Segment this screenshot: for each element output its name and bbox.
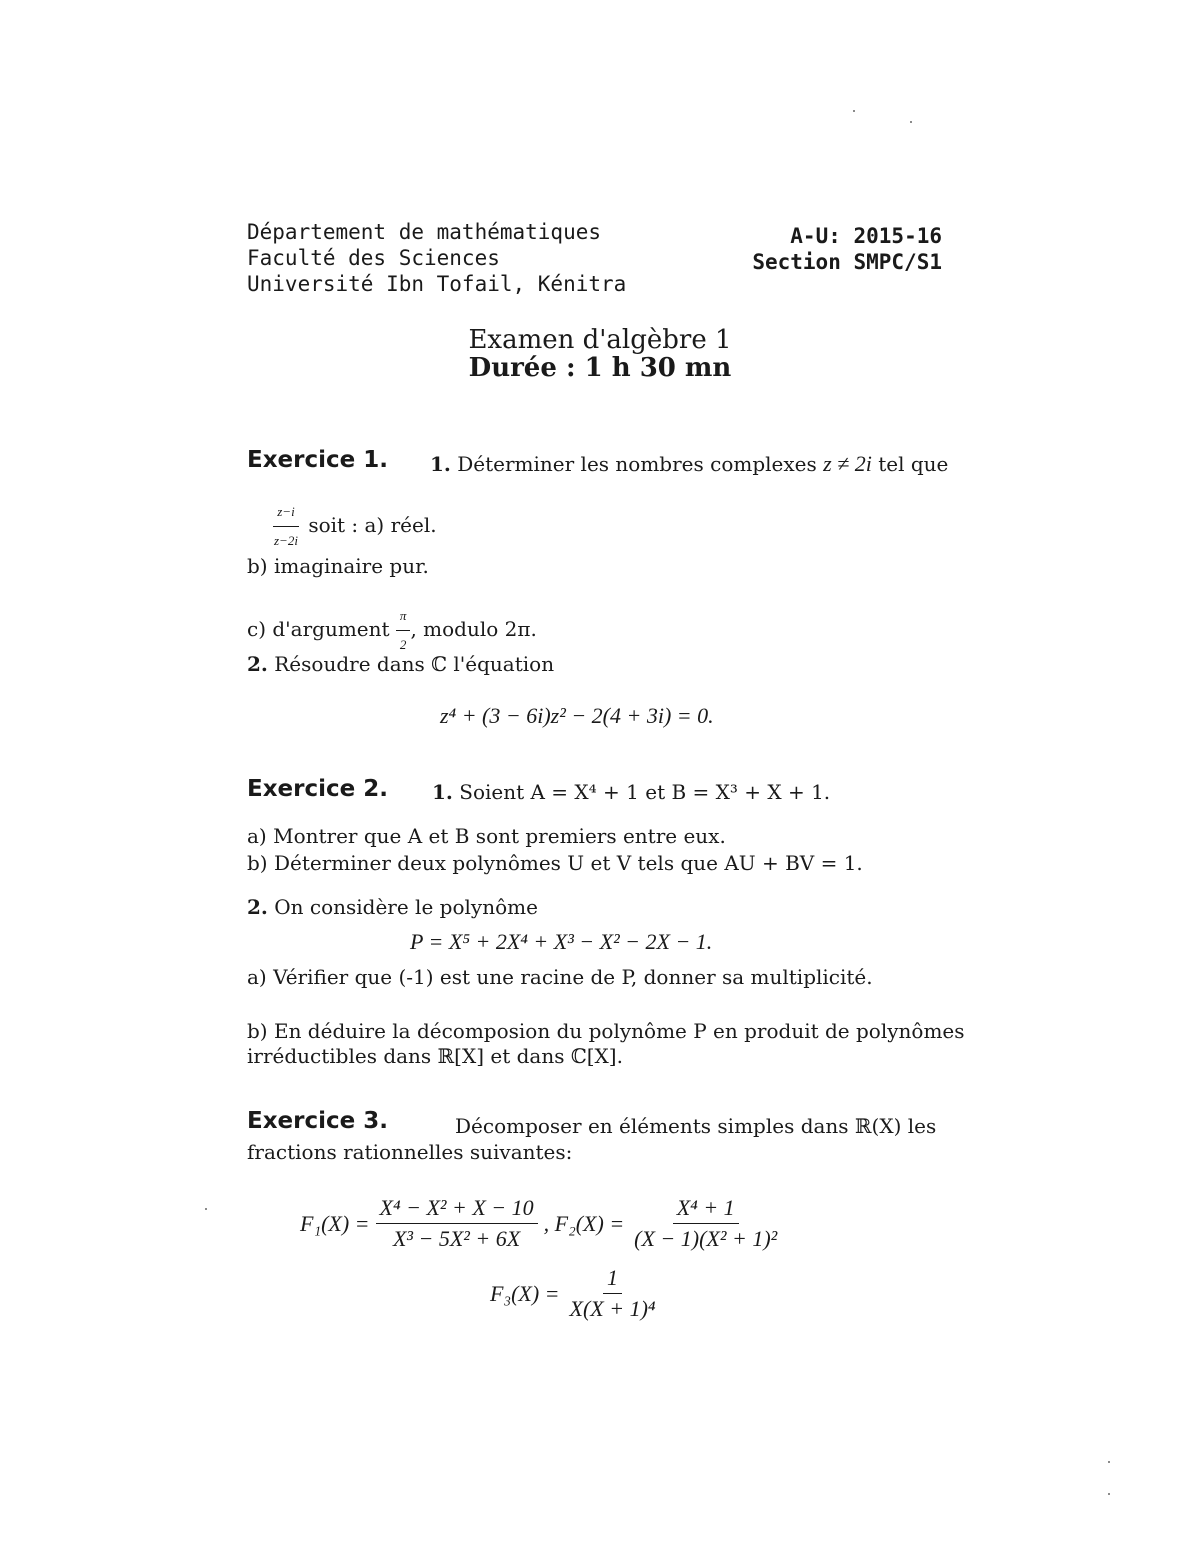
ex1-q1 xyxy=(430,452,950,476)
f1-label: F₁(X) = xyxy=(300,1210,370,1236)
f3-denominator: X(X + 1)⁴ xyxy=(569,1296,656,1321)
department-label: Département de mathématiques xyxy=(247,220,602,244)
university-label: Université Ibn Tofail, Kénitra xyxy=(247,272,627,296)
f2-denominator: (X − 1)(X² + 1)² xyxy=(634,1226,778,1251)
ex1-fraction-den: z−2i xyxy=(274,533,298,548)
ex2-c: a) Vérifier que (-1) est une racine de P, donner sa multiplicité. xyxy=(247,965,873,989)
exam-duration: Durée : 1 h 30 mn xyxy=(468,353,732,383)
ex1-q1-number: 1. xyxy=(430,452,451,476)
ex1-c xyxy=(247,604,537,657)
ex1-c-pre: c) d'argument xyxy=(247,617,390,641)
scan-speck xyxy=(1108,1461,1110,1463)
ex1-fraction-num: z−i xyxy=(273,500,298,527)
ex3-f3 xyxy=(490,1265,660,1322)
section-label: Section SMPC/S1 xyxy=(752,250,942,274)
f1-fraction xyxy=(376,1195,538,1252)
ex1-c-post: , modulo 2π. xyxy=(410,617,537,641)
ex3-f1-f2 xyxy=(300,1195,781,1252)
ex1-equation: z⁴ + (3 − 6i)z² − 2(4 + 3i) = 0. xyxy=(440,703,714,728)
ex2-q1-number: 1. xyxy=(432,780,453,804)
exercise-1-heading: Exercice 1. xyxy=(247,447,388,473)
f3-fraction xyxy=(566,1265,660,1322)
ex1-c-frac-num: π xyxy=(396,604,411,631)
exercise-3-heading: Exercice 3. xyxy=(247,1108,388,1134)
scan-speck xyxy=(853,110,855,112)
header-left xyxy=(247,219,626,297)
f3-numerator: 1 xyxy=(603,1265,622,1294)
ex1-fraction xyxy=(270,500,302,553)
ex1-q2-number: 2. xyxy=(247,652,268,676)
ex3-text1: Décomposer en éléments simples dans ℝ(X) les xyxy=(455,1114,937,1138)
ex2-q2 xyxy=(247,895,538,919)
exercise-2-heading: Exercice 2. xyxy=(247,776,388,802)
ex1-q1-condition: z ≠ 2i xyxy=(823,451,872,476)
f3-label: F₃(X) = xyxy=(490,1280,560,1306)
ex3-text2: fractions rationnelles suivantes: xyxy=(247,1140,573,1164)
scan-speck xyxy=(1108,1493,1110,1495)
ex2-b: b) Déterminer deux polynômes U et V tels que AU + BV = 1. xyxy=(247,851,863,875)
faculty-label: Faculté des Sciences xyxy=(247,246,500,270)
ex2-q1 xyxy=(432,780,830,804)
ex2-q2-text: On considère le polynôme xyxy=(274,895,538,919)
f2-numerator: X⁴ + 1 xyxy=(673,1195,739,1224)
ex2-d2: irréductibles dans ℝ[X] et dans ℂ[X]. xyxy=(247,1044,623,1068)
ex1-q1-text: Déterminer les nombres complexes xyxy=(457,452,817,476)
f1-numerator: X⁴ − X² + X − 10 xyxy=(376,1195,538,1224)
ex2-q1-text: Soient A = X⁴ + 1 et B = X³ + X + 1. xyxy=(459,780,831,804)
ex1-c-frac-den: 2 xyxy=(399,637,407,652)
ex1-q2 xyxy=(247,652,554,676)
ex2-polynomial: P = X⁵ + 2X⁴ + X³ − X² − 2X − 1. xyxy=(410,929,713,954)
ex2-d1: b) En déduire la décomposion du polynôme P en produit de polynômes xyxy=(247,1019,965,1043)
f1-denominator: X³ − 5X² + 6X xyxy=(392,1226,521,1251)
exam-title: Examen d'algèbre 1 xyxy=(468,325,732,355)
ex1-q1-tail: tel que xyxy=(878,452,949,476)
ex2-q2-number: 2. xyxy=(247,895,268,919)
ex1-c-fraction xyxy=(396,604,411,657)
scan-speck xyxy=(910,121,912,123)
ex1-b: b) imaginaire pur. xyxy=(247,554,429,578)
scan-speck xyxy=(205,1208,207,1210)
ex2-a: a) Montrer que A et B sont premiers entre eux. xyxy=(247,824,726,848)
academic-year: A-U: 2015-16 xyxy=(790,224,942,248)
f2-fraction xyxy=(630,1195,781,1252)
ex1-q2-text: Résoudre dans ℂ l'équation xyxy=(274,652,555,676)
ex1-q1-a xyxy=(270,500,437,553)
header-right xyxy=(752,223,942,275)
ex1-a-text: soit : a) réel. xyxy=(308,513,437,537)
f2-label: , F₂(X) = xyxy=(543,1210,625,1236)
